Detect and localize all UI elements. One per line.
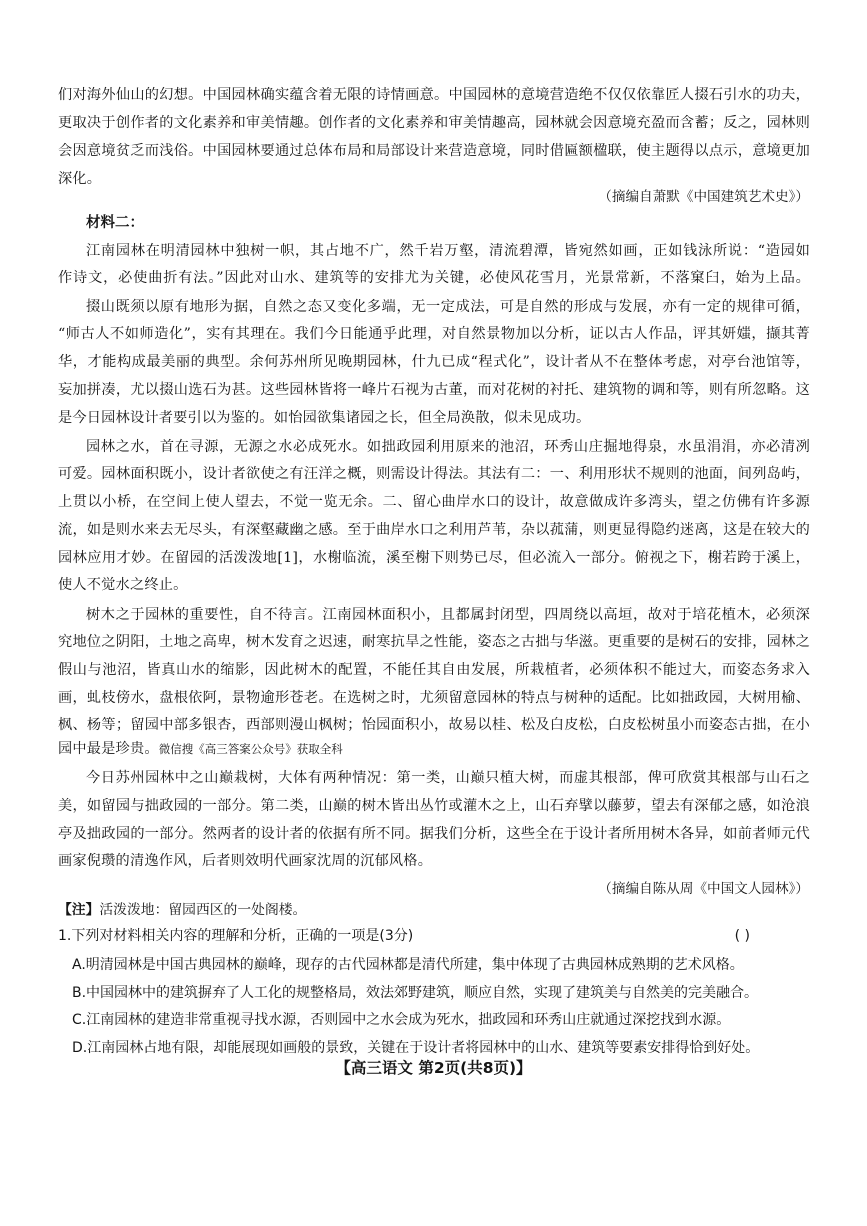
material2-source: （摘编自陈从周《中国文人园林》）: [598, 881, 809, 897]
paragraph-text: 园中最是珍贵。: [58, 741, 159, 757]
paragraph-line: 掇山既须以原有地形为据，自然之态又变化多端，无一定成法，可是自然的形成与发展，亦有一定的规律可循，: [86, 299, 810, 315]
paragraph-line: 画家倪瓒的清逸作风，后者则效明代画家沈周的沉郁风格。: [58, 853, 433, 869]
option-d: D.江南园林占地有限，却能展现如画般的景致，关键在于设计者将园林中的山水、建筑等要素安排得恰到好处。: [72, 1040, 760, 1056]
paragraph-line: 究地位之阴阳，土地之高卑，树木发育之迟速，耐寒抗旱之性能，姿态之古拙与华滋。更重要的是树石的安排，园林之: [58, 634, 810, 650]
paragraph-line: 是今日园林设计者要引以为鉴的。如怡园欲集诸园之长，但全局涣散，似未见成功。: [58, 410, 591, 426]
material1-line: 会因意境贫乏而浅俗。中国园林要通过总体布局和局部设计来营造意境，同时借匾额楹联，使主题得以点示，意境更加: [58, 143, 810, 159]
paragraph-line: 树木之于园林的重要性，自不待言。江南园林面积小，且都属封闭型，四周绕以高垣，故对于培花植木，必须深: [86, 607, 810, 623]
footnote: [58, 898, 306, 922]
paragraph-line: 今日苏州园林中之山巅栽树，大体有两种情况：第一类，山巅只植大树，而虚其根部，俾可欣赏其根部与山石之: [86, 770, 810, 786]
option-b: B.中国园林中的建筑摒弃了人工化的规整格局，效法郊野建筑，顺应自然，实现了建筑美与自然美的完美融合。: [72, 985, 759, 1001]
paragraph-line: 作诗文，必使曲折有法。”因此对山水、建筑等的安排尤为关键，必使风花雪月，光景常新，不落窠臼，始为上品。: [58, 270, 810, 286]
paragraph-line: 园林之水，首在寻源，无源之水必成死水。如拙政园利用原来的池沼，环秀山庄掘地得泉，水虽涓涓，亦必清冽: [86, 439, 810, 455]
material1-source: （摘编自萧默《中国建筑艺术史》）: [598, 189, 809, 205]
option-a: A.明清园林是中国古典园林的巅峰，现存的古代园林都是清代所建，集中体现了古典园林成熟期的艺术风格。: [72, 957, 744, 973]
paragraph-line: “师古人不如师造化”，实有其理在。我们今日能通乎此理，对自然景物加以分析，证以古人作品，评其妍媸，撷其菁: [58, 326, 810, 342]
paragraph-line: 上贯以小桥，在空间上使人望去，不觉一览无余。二、留心曲岸水口的设计，故意做成许多湾头，望之仿佛有许多源: [58, 494, 810, 510]
paragraph-line: 江南园林在明清园林中独树一帜，其占地不广，然千岩万壑，清流碧潭，皆宛然如画，正如钱泳所说：“造园如: [86, 243, 810, 259]
paragraph-line: 美，如留园与拙政园的一部分。第二类，山巅的树木皆出丛竹或灌木之上，山石弃擘以藤萝，望去有深郁之感，如沧浪: [58, 798, 810, 814]
paragraph-line: 园林应用才妙。在留园的活泼泼地[1]，水榭临流，溪至榭下则势已尽，但必流入一部分。俯视之下，榭若跨于溪上，: [58, 550, 810, 566]
wechat-promo-text: 微信搜《高三答案公众号》获取全科: [158, 742, 343, 756]
paragraph-line: [58, 737, 810, 761]
paragraph-line: 亭及拙政园的一部分。然两者的设计者的依据有所不同。据我们分析，这些全在于设计者所用树木各异，如前者师元代: [58, 826, 810, 842]
paragraph-line: 华，才能构成最美丽的典型。余何苏州所见晚期园林，什九已成“程式化”，设计者从不在整体考虑，对亭台池馆等，: [58, 354, 810, 370]
footnote-text: 活泼泼地：留园西区的一处阁楼。: [99, 902, 307, 918]
paragraph-line: 可爱。园林面积既小，设计者欲使之有汪洋之概，则需设计得法。其法有二：一、利用形状不规则的池面，间列岛屿，: [58, 466, 810, 482]
paragraph-line: 使人不觉水之终止。: [58, 577, 188, 593]
question-1: [58, 923, 810, 949]
paragraph-line: 妄加拼凑，尤以掇山选石为甚。这些园林皆将一峰片石视为古董，而对花树的衬托、建筑物的调和等，则有所忽略。这: [58, 382, 810, 398]
answer-blank: ( ): [734, 928, 750, 944]
paragraph-line: 流，如是则水来去无尽头，有深壑藏幽之感。至于曲岸水口之利用芦苇，杂以菰蒲，则更显得隐约迷离，这是在较大的: [58, 522, 810, 538]
page-footer: 【高三语文 第2页(共8页)】: [335, 1059, 532, 1077]
material1-line: 们对海外仙山的幻想。中国园林确实蕴含着无限的诗情画意。中国园林的意境营造绝不仅仅依靠匠人掇石引水的功夫，: [58, 87, 810, 103]
material2-heading: 材料二：: [86, 214, 144, 231]
paragraph-line: 假山与池沼，皆真山水的缩影，因此树木的配置，不能任其自由发展，所栽植者，必须体积不能过大，而姿态务求入: [58, 662, 810, 678]
material1-line: 深化。: [58, 171, 102, 187]
option-c: C.江南园林的建造非常重视寻找水源，否则园中之水会成为死水，拙政园和环秀山庄就通过深挖找到水源。: [72, 1012, 731, 1028]
footnote-label: 【注】: [58, 902, 100, 918]
question-stem: 1.下列对材料相关内容的理解和分析，正确的一项是(3分): [58, 928, 414, 944]
paragraph-line: 画，虬枝傍水，盘根依阿，景物逾形苍老。在选树之时，尤须留意园林的特点与树种的适配。比如拙政园，大树用榆、: [58, 690, 810, 706]
paragraph-line: 枫、杨等；留园中部多银杏，西部则漫山枫树；怡园面积小，故易以桂、松及白皮松，白皮松树虽小而姿态古拙，在小: [58, 717, 810, 733]
material1-line: 更取决于创作者的文化素养和审美情趣。创作者的文化素养和审美情趣高，园林就会因意境充盈而含蓄；反之，园林则: [58, 115, 810, 131]
